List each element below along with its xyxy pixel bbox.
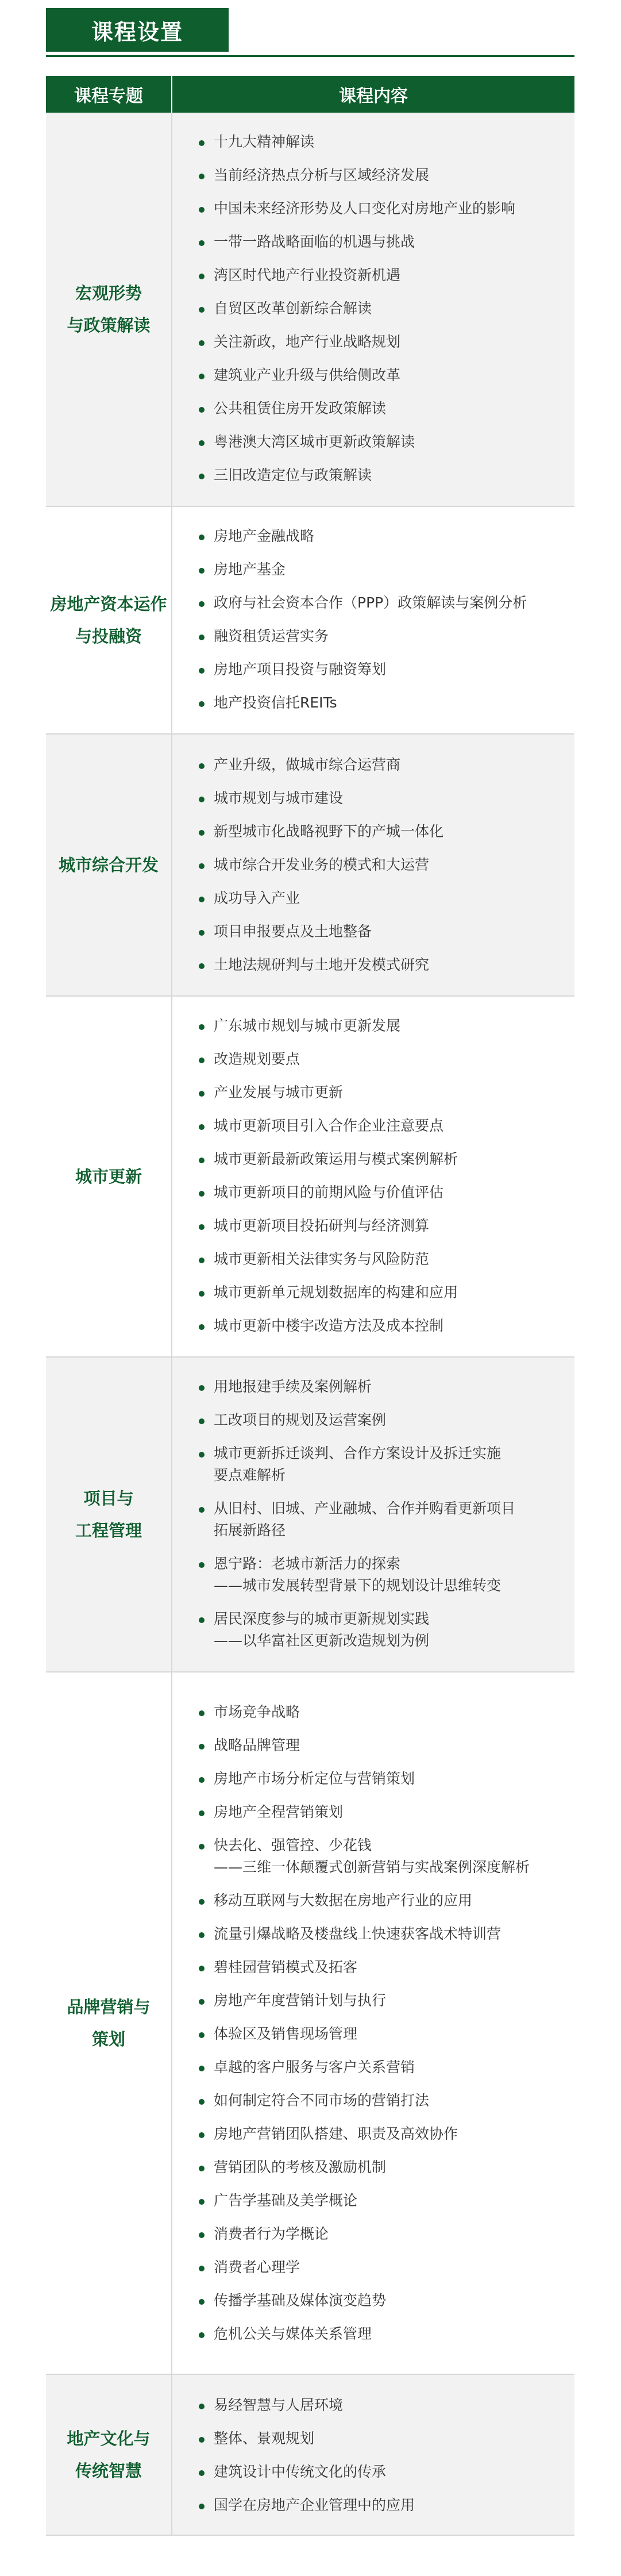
course-item-text: 十九大精神解读 [214,133,315,150]
course-item-text: 工改项目的规划及运营案例 [214,1412,387,1428]
course-item-list [172,1358,574,1671]
course-item-text: 传播学基础及媒体演变趋势 [214,2292,387,2309]
course-content [172,1672,574,2374]
list-item [199,125,574,159]
list-item [199,2422,574,2455]
list-item [199,2317,574,2351]
list-item [199,1695,574,1729]
course-item-text: 城市更新相关法律实务与风险防范 [214,1251,430,1267]
header-course-topic: 课程专题 [46,76,172,113]
list-item [199,1309,574,1343]
course-item-text: 城市更新中楼宇改造方法及成本控制 [214,1317,444,1334]
course-topic: 城市综合开发 [46,734,172,996]
course-item-text: 城市更新项目的前期风险与价值评估 [214,1184,444,1201]
table-row [46,506,574,734]
list-item [199,2389,574,2422]
list-item [199,425,574,459]
list-item [199,359,574,392]
course-item-text: 流量引爆战略及楼盘线上快速获客战术特训营 [214,1925,502,1942]
course-content [172,996,574,1357]
course-topic: 地产文化与 传统智慧 [46,2374,172,2535]
table-row [46,2374,574,2535]
list-item [199,1492,574,1547]
list-item [199,748,574,782]
list-item [199,2217,574,2251]
list-item [199,815,574,848]
list-item [199,325,574,359]
course-item-text: 自贸区改革创新综合解读 [214,300,372,317]
course-topic: 房地产资本运作 与投融资 [46,506,172,734]
course-item-text: 项目申报要点及土地整备 [214,923,372,940]
list-item [199,459,574,492]
list-item [199,1984,574,2017]
course-item-text: 卓越的客户服务与客户关系营销 [214,2059,415,2075]
course-item-text: 湾区时代地产行业投资新机遇 [214,267,401,283]
list-item [199,1762,574,1795]
list-item [199,1143,574,1176]
list-item [199,586,574,620]
course-item-text: 广东城市规划与城市更新发展 [214,1017,401,1034]
list-item [199,1176,574,1209]
list-item [199,2051,574,2084]
course-item-text: 国学在房地产企业管理中的应用 [214,2497,415,2513]
list-item [199,392,574,425]
course-topic: 城市更新 [46,996,172,1357]
list-item [199,1076,574,1109]
list-item [199,1829,574,1884]
list-item [199,1795,574,1829]
course-item-text: 城市规划与城市建设 [214,790,344,806]
list-item [199,292,574,325]
list-item [199,159,574,192]
course-item-text: 恩宁路：老城市新活力的探索 ——城市发展转型背景下的规划设计思维转变 [214,1555,502,1594]
course-topic: 品牌营销与 策划 [46,1672,172,2374]
course-item-text: 关注新政，地产行业战略规划 [214,333,401,350]
course-item-list [172,507,574,733]
course-item-list [172,735,574,995]
list-item [199,2184,574,2217]
page-title: 课程设置 [46,8,229,52]
header-course-content: 课程内容 [172,76,574,113]
course-item-text: 消费者行为学概论 [214,2225,329,2242]
list-item [199,1009,574,1043]
course-item-text: 城市更新项目引入合作企业注意要点 [214,1117,444,1134]
course-item-text: 三旧改造定位与政策解读 [214,467,372,483]
list-item [199,1437,574,1492]
course-content [172,113,574,506]
course-item-text: 地产投资信托REITs [214,694,337,711]
course-item-text: 危机公关与媒体关系管理 [214,2325,372,2342]
course-item-text: 整体、景观规划 [214,2430,315,2447]
course-item-text: 市场竞争战略 [214,1704,300,1720]
course-item-text: 广告学基础及美学概论 [214,2192,358,2209]
list-item [199,882,574,915]
course-item-text: 房地产营销团队搭建、职责及高效协作 [214,2125,458,2142]
table-row [46,996,574,1357]
course-item-list [172,113,574,506]
list-item [199,1602,574,1658]
course-item-text: 营销团队的考核及激励机制 [214,2159,387,2175]
list-item [199,259,574,292]
course-item-text: 城市综合开发业务的模式和大运营 [214,856,430,873]
list-item [199,1951,574,1984]
course-item-text: 城市更新最新政策运用与模式案例解析 [214,1151,458,1167]
course-item-text: 改造规划要点 [214,1051,300,1067]
course-item-text: 房地产全程营销策划 [214,1804,344,1820]
list-item [199,2251,574,2284]
course-item-text: 如何制定符合不同市场的营销打法 [214,2092,430,2109]
course-item-text: 粤港澳大湾区城市更新政策解读 [214,433,415,450]
list-item [199,2151,574,2184]
table-row [46,1672,574,2374]
course-item-text: 房地产市场分析定位与营销策划 [214,1770,415,1787]
list-item [199,915,574,948]
course-item-list [172,997,574,1356]
list-item [199,1243,574,1276]
course-item-text: 产业升级，做城市综合运营商 [214,756,401,773]
course-item-text: 城市更新单元规划数据库的构建和应用 [214,1284,458,1301]
list-item [199,1109,574,1143]
course-item-text: 房地产金融战略 [214,528,315,544]
course-item-text: 移动互联网与大数据在房地产行业的应用 [214,1892,473,1909]
list-item [199,782,574,815]
list-item [199,225,574,259]
list-item [199,520,574,553]
course-item-text: 城市更新拆迁谈判、合作方案设计及拆迁实施 要点难解析 [214,1445,502,1483]
list-item [199,1043,574,1076]
course-item-text: 城市更新项目投拓研判与经济测算 [214,1217,430,1234]
course-item-text: 新型城市化战略视野下的产城一体化 [214,823,444,840]
course-item-list [172,2375,574,2535]
course-content [172,1357,574,1672]
course-item-text: 房地产项目投资与融资筹划 [214,661,387,678]
course-table [46,76,574,2536]
course-item-text: 消费者心理学 [214,2259,300,2275]
course-item-text: 从旧村、旧城、产业融城、合作并购看更新项目 拓展新路径 [214,1500,516,1539]
course-item-text: 碧桂园营销模式及拓客 [214,1959,358,1975]
table-row [46,734,574,996]
list-item [199,2455,574,2489]
list-item [199,1729,574,1762]
course-topic: 项目与 工程管理 [46,1357,172,1672]
list-item [199,1276,574,1309]
list-item [199,1547,574,1602]
table-row [46,1357,574,1672]
list-item [199,2284,574,2317]
list-item [199,948,574,982]
list-item [199,686,574,720]
course-item-list [172,1673,574,2374]
course-item-text: 易经智慧与人居环境 [214,2397,344,2413]
list-item [199,1404,574,1437]
course-content [172,506,574,734]
course-item-text: 用地报建手续及案例解析 [214,1378,372,1395]
course-content [172,2374,574,2535]
table-body [46,113,574,2535]
list-item [199,1884,574,1917]
course-item-text: 建筑业产业升级与供给侧改革 [214,367,401,383]
list-item [199,192,574,225]
course-item-text: 成功导入产业 [214,890,300,906]
course-item-text: 产业发展与城市更新 [214,1084,344,1101]
course-content [172,734,574,996]
course-item-text: 房地产基金 [214,561,286,578]
course-item-text: 土地法规研判与土地开发模式研究 [214,956,430,973]
title-divider [46,55,574,57]
list-item [199,2489,574,2522]
course-item-text: 房地产年度营销计划与执行 [214,1992,387,2009]
course-item-text: 当前经济热点分析与区域经济发展 [214,167,430,183]
list-item [199,2117,574,2151]
course-item-text: 快去化、强管控、少花钱 ——三维一体颠覆式创新营销与实战案例深度解析 [214,1837,530,1875]
list-item [199,1209,574,1243]
table-row [46,113,574,506]
course-item-text: 战略品牌管理 [214,1737,300,1754]
course-item-text: 公共租赁住房开发政策解读 [214,400,387,417]
course-item-text: 居民深度参与的城市更新规划实践 ——以华富社区更新改造规划为例 [214,1610,430,1649]
course-item-text: 中国未来经济形势及人口变化对房地产业的影响 [214,200,516,217]
table-header-row [46,76,574,113]
course-item-text: 融资租赁运营实务 [214,628,329,644]
course-item-text: 一带一路战略面临的机遇与挑战 [214,233,415,250]
list-item [199,2084,574,2117]
list-item [199,620,574,653]
course-topic: 宏观形势 与政策解读 [46,113,172,506]
course-item-text: 建筑设计中传统文化的传承 [214,2463,387,2480]
course-item-text: 政府与社会资本合作（PPP）政策解读与案例分析 [214,594,527,611]
list-item [199,553,574,586]
list-item [199,653,574,686]
list-item [199,2017,574,2051]
course-item-text: 体验区及销售现场管理 [214,2025,358,2042]
list-item [199,1917,574,1951]
list-item [199,848,574,882]
list-item [199,1370,574,1404]
